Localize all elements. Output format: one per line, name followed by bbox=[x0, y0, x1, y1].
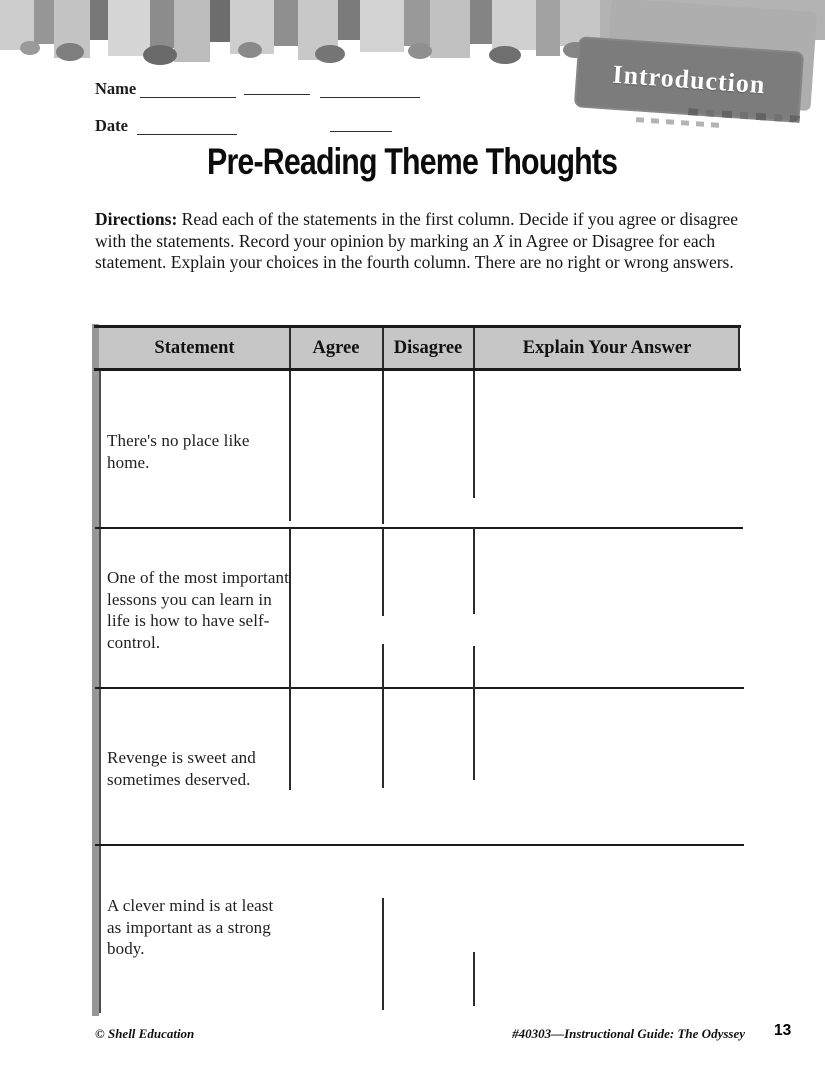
name-label: Name bbox=[95, 79, 137, 98]
tab-torn-edge bbox=[636, 117, 720, 128]
table-grid-line-v bbox=[473, 952, 475, 1006]
directions-text-1: Read each of the statements in the first column. Decide if you agree or disagree with the statements. Record your opinion by marking an bbox=[95, 209, 739, 251]
table-grid-line-v bbox=[738, 326, 740, 370]
table-left-shadow-band bbox=[92, 324, 99, 1016]
name-write-line-3[interactable] bbox=[320, 82, 420, 98]
header-disagree: Disagree bbox=[393, 337, 463, 358]
header-explain: Explain Your Answer bbox=[522, 337, 692, 358]
statement-row-1: There's no place like home. bbox=[107, 431, 250, 472]
page-title-wrap bbox=[0, 141, 825, 183]
date-write-line-1[interactable] bbox=[137, 119, 237, 135]
table-grid-line-h bbox=[94, 368, 741, 371]
row4-explain-cell[interactable] bbox=[476, 846, 740, 1010]
table-grid-line-v bbox=[473, 528, 475, 614]
row2-disagree-cell[interactable] bbox=[384, 529, 472, 686]
row1-disagree-cell[interactable] bbox=[384, 372, 472, 526]
row1-agree-cell[interactable] bbox=[291, 372, 381, 526]
table-grid-line-v bbox=[382, 328, 384, 368]
footer-source: #40303—Instructional Guide: The Odyssey bbox=[512, 1026, 745, 1041]
footer-page-number: 13 bbox=[774, 1022, 792, 1039]
directions-italic-x: X bbox=[493, 230, 505, 251]
table-grid-line-v bbox=[473, 371, 475, 498]
statement-row-3: Revenge is sweet and sometimes deserved. bbox=[107, 748, 256, 789]
directions-text-2: in Agree or Disagree for each statement. Explain your choices in the fourth column. There are no right or wrong answers. bbox=[95, 230, 734, 273]
row2-agree-cell[interactable] bbox=[291, 529, 381, 686]
row1-explain-cell[interactable] bbox=[476, 372, 740, 526]
date-label: Date bbox=[95, 116, 128, 135]
row4-agree-cell[interactable] bbox=[291, 846, 381, 1010]
table-left-border bbox=[99, 325, 101, 1013]
statement-row-4: A clever mind is at least as important as a strong body. bbox=[107, 896, 274, 958]
introduction-tab-label: Introduction bbox=[611, 59, 767, 99]
table-grid-line-v bbox=[289, 328, 291, 368]
row2-explain-cell[interactable] bbox=[476, 529, 740, 686]
date-write-line-2[interactable] bbox=[330, 116, 392, 132]
directions bbox=[95, 209, 745, 274]
row4-disagree-cell[interactable] bbox=[384, 846, 472, 1010]
table-grid-line-v bbox=[473, 646, 475, 780]
table-grid-line-v bbox=[473, 328, 475, 368]
directions-label: Directions: bbox=[95, 209, 178, 229]
header-statement: Statement bbox=[154, 337, 235, 358]
row3-explain-cell[interactable] bbox=[476, 689, 740, 843]
name-write-line-2[interactable] bbox=[244, 79, 310, 95]
statement-row-2: One of the most important lessons you can learn in life is how to have self-control. bbox=[107, 568, 289, 652]
footer-copyright: © Shell Education bbox=[95, 1026, 195, 1041]
row3-agree-cell[interactable] bbox=[291, 689, 381, 843]
name-write-line-1[interactable] bbox=[140, 82, 236, 98]
row3-disagree-cell[interactable] bbox=[384, 689, 472, 843]
header-agree: Agree bbox=[312, 337, 360, 358]
page-title: Pre-Reading Theme Thoughts bbox=[207, 141, 618, 182]
table-header-row bbox=[99, 328, 740, 368]
table-grid-line-h bbox=[94, 325, 741, 328]
